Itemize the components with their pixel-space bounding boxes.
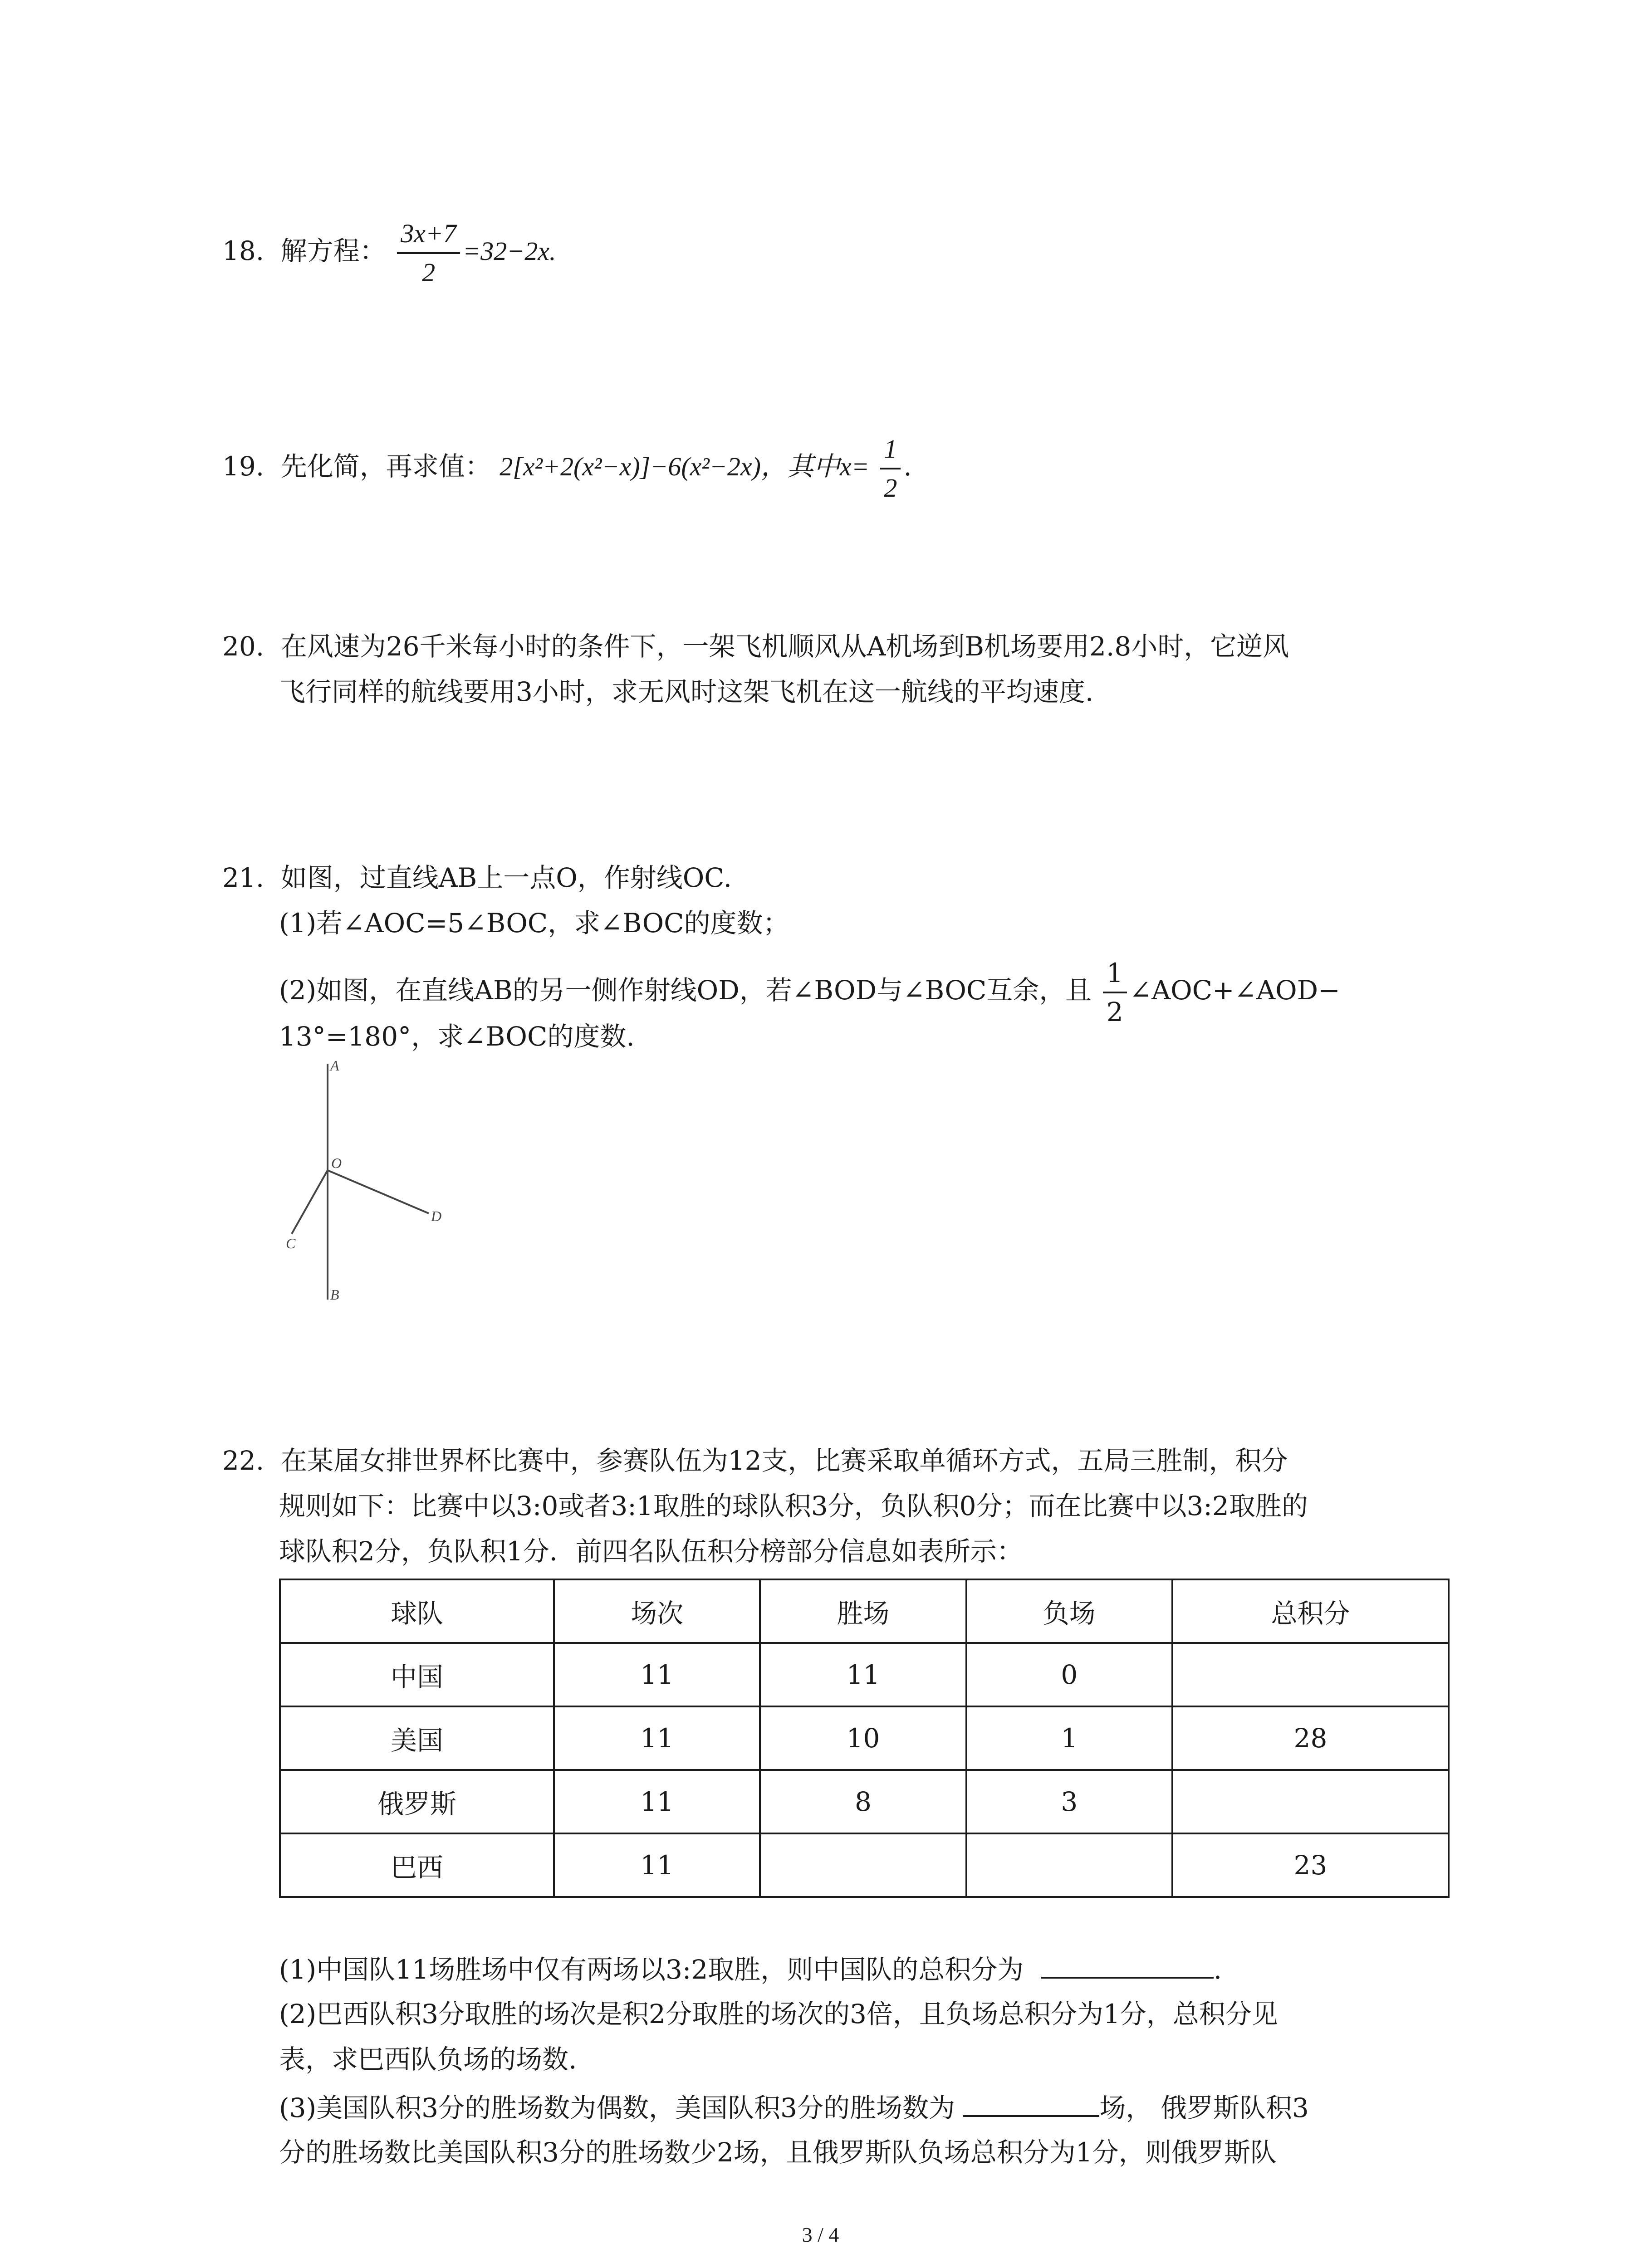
question-text: (2)巴西队积3分取胜的场次是积2分取胜的场次的3倍，且负场总积分为1分，总积分见 bbox=[279, 1999, 1278, 2029]
question-21-part2 bbox=[279, 957, 1340, 1028]
question-number: 21. bbox=[222, 862, 265, 893]
cell-wins: 11 bbox=[760, 1643, 966, 1706]
cell-points bbox=[1172, 1643, 1449, 1706]
label-a: A bbox=[330, 1057, 339, 1074]
table-row bbox=[280, 1770, 1449, 1833]
question-22-part3 bbox=[279, 2089, 1309, 2126]
question-text: 飞行同样的航线要用3小时，求无风时这架飞机在这一航线的平均速度. bbox=[279, 676, 1094, 707]
question-22-part2-cont bbox=[279, 2041, 577, 2077]
expression: 2[x²+2(x²−x)]−6(x²−2x)，其中x= bbox=[500, 452, 869, 482]
question-text: 球队积2分，负队积1分．前四名队伍积分榜部分信息如表所示： bbox=[279, 1536, 1023, 1567]
question-21-part2-cont bbox=[279, 1018, 635, 1055]
question-number: 18. bbox=[222, 235, 265, 267]
cell-team: 中国 bbox=[280, 1643, 554, 1706]
question-label: 先化简，再求值： bbox=[280, 451, 491, 482]
header-team: 球队 bbox=[280, 1579, 554, 1643]
cell-games: 11 bbox=[554, 1833, 760, 1897]
question-text: (2)如图，在直线AB的另一侧作射线OD，若∠BOD与∠BOC互余，且 bbox=[279, 975, 1092, 1006]
header-points: 总积分 bbox=[1172, 1579, 1449, 1643]
label-b: B bbox=[330, 1286, 339, 1303]
cell-points: 28 bbox=[1172, 1706, 1449, 1770]
question-22-line3 bbox=[279, 1533, 1023, 1569]
cell-games: 11 bbox=[554, 1643, 760, 1706]
table-row bbox=[280, 1643, 1449, 1706]
ray-oc bbox=[292, 1170, 328, 1234]
question-21-line1 bbox=[222, 860, 732, 896]
question-number: 20. bbox=[222, 631, 265, 662]
question-text: 在某届女排世界杯比赛中，参赛队伍为12支，比赛采取单循环方式，五局三胜制，积分 bbox=[280, 1445, 1288, 1476]
fraction: $\frac{1}{2}$ bbox=[1103, 957, 1127, 1028]
question-22-part3-cont bbox=[279, 2134, 1277, 2170]
cell-points: 23 bbox=[1172, 1833, 1449, 1897]
expression-end: . bbox=[903, 451, 912, 482]
angle-figure bbox=[272, 1052, 463, 1306]
header-wins: 胜场 bbox=[760, 1579, 966, 1643]
question-text: 13°=180°，求∠BOC的度数. bbox=[279, 1021, 635, 1052]
cell-losses: 1 bbox=[966, 1706, 1172, 1770]
cell-points bbox=[1172, 1770, 1449, 1833]
cell-team: 巴西 bbox=[280, 1833, 554, 1897]
question-18 bbox=[222, 218, 556, 288]
question-20-line2 bbox=[279, 674, 1093, 710]
ray-od bbox=[328, 1170, 429, 1213]
cell-losses bbox=[966, 1833, 1172, 1897]
page-number: 3 / 4 bbox=[802, 2223, 839, 2246]
cell-games: 11 bbox=[554, 1706, 760, 1770]
question-text: 分的胜场数比美国队积3分的胜场数少2场，且俄罗斯队负场总积分为1分，则俄罗斯队 bbox=[279, 2137, 1277, 2168]
question-text: (1)中国队11场胜场中仅有两场以3:2取胜，则中国队的总积分为 bbox=[279, 1954, 1024, 1985]
label-o: O bbox=[331, 1155, 342, 1171]
answer-blank[interactable] bbox=[1041, 1950, 1214, 1979]
question-22-part2 bbox=[279, 1996, 1278, 2032]
label-d: D bbox=[431, 1208, 442, 1224]
question-text: 在风速为26千米每小时的条件下，一架飞机顺风从A机场到B机场要用2.8小时，它逆风 bbox=[280, 631, 1289, 662]
standings-table bbox=[279, 1579, 1450, 1898]
question-19 bbox=[222, 433, 912, 504]
cell-losses: 0 bbox=[966, 1643, 1172, 1706]
question-text: 规则如下：比赛中以3:0或者3:1取胜的球队积3分，负队积0分；而在比赛中以3:2取胜的 bbox=[279, 1491, 1308, 1521]
equation-rest: =32−2x. bbox=[463, 236, 556, 266]
cell-wins: 8 bbox=[760, 1770, 966, 1833]
cell-losses: 3 bbox=[966, 1770, 1172, 1833]
question-text: 场， 俄罗斯队积3 bbox=[1099, 2092, 1309, 2123]
question-20-line1 bbox=[222, 628, 1289, 665]
question-number: 22. bbox=[222, 1445, 265, 1476]
question-21-part1 bbox=[279, 905, 789, 941]
question-text: (1)若∠AOC=5∠BOC，求∠BOC的度数； bbox=[279, 908, 789, 938]
table-row bbox=[280, 1833, 1449, 1897]
cell-games: 11 bbox=[554, 1770, 760, 1833]
question-22-line1 bbox=[222, 1442, 1288, 1479]
question-text: (3)美国队积3分的胜场数为偶数，美国队积3分的胜场数为 bbox=[279, 2092, 955, 2123]
answer-blank[interactable] bbox=[963, 2089, 1099, 2117]
header-losses: 负场 bbox=[966, 1579, 1172, 1643]
cell-team: 美国 bbox=[280, 1706, 554, 1770]
fraction: $\frac{1}{2}$ bbox=[880, 433, 901, 504]
question-text: 表，求巴西队负场的场数. bbox=[279, 2044, 577, 2075]
table-header-row bbox=[280, 1579, 1449, 1643]
table-row bbox=[280, 1706, 1449, 1770]
question-22-part1 bbox=[279, 1950, 1222, 1988]
question-label: 解方程： bbox=[280, 235, 386, 267]
cell-wins bbox=[760, 1833, 966, 1897]
fraction: $\frac{3x+7}{2}$ bbox=[397, 218, 460, 288]
header-games: 场次 bbox=[554, 1579, 760, 1643]
question-number: 19. bbox=[222, 451, 265, 482]
label-c: C bbox=[286, 1235, 296, 1251]
question-22-line2 bbox=[279, 1488, 1308, 1524]
cell-wins: 10 bbox=[760, 1706, 966, 1770]
question-text: 如图，过直线AB上一点O，作射线OC. bbox=[280, 862, 732, 893]
period: . bbox=[1213, 1954, 1222, 1985]
question-text: ∠AOC+∠AOD− bbox=[1129, 975, 1340, 1006]
cell-team: 俄罗斯 bbox=[280, 1770, 554, 1833]
